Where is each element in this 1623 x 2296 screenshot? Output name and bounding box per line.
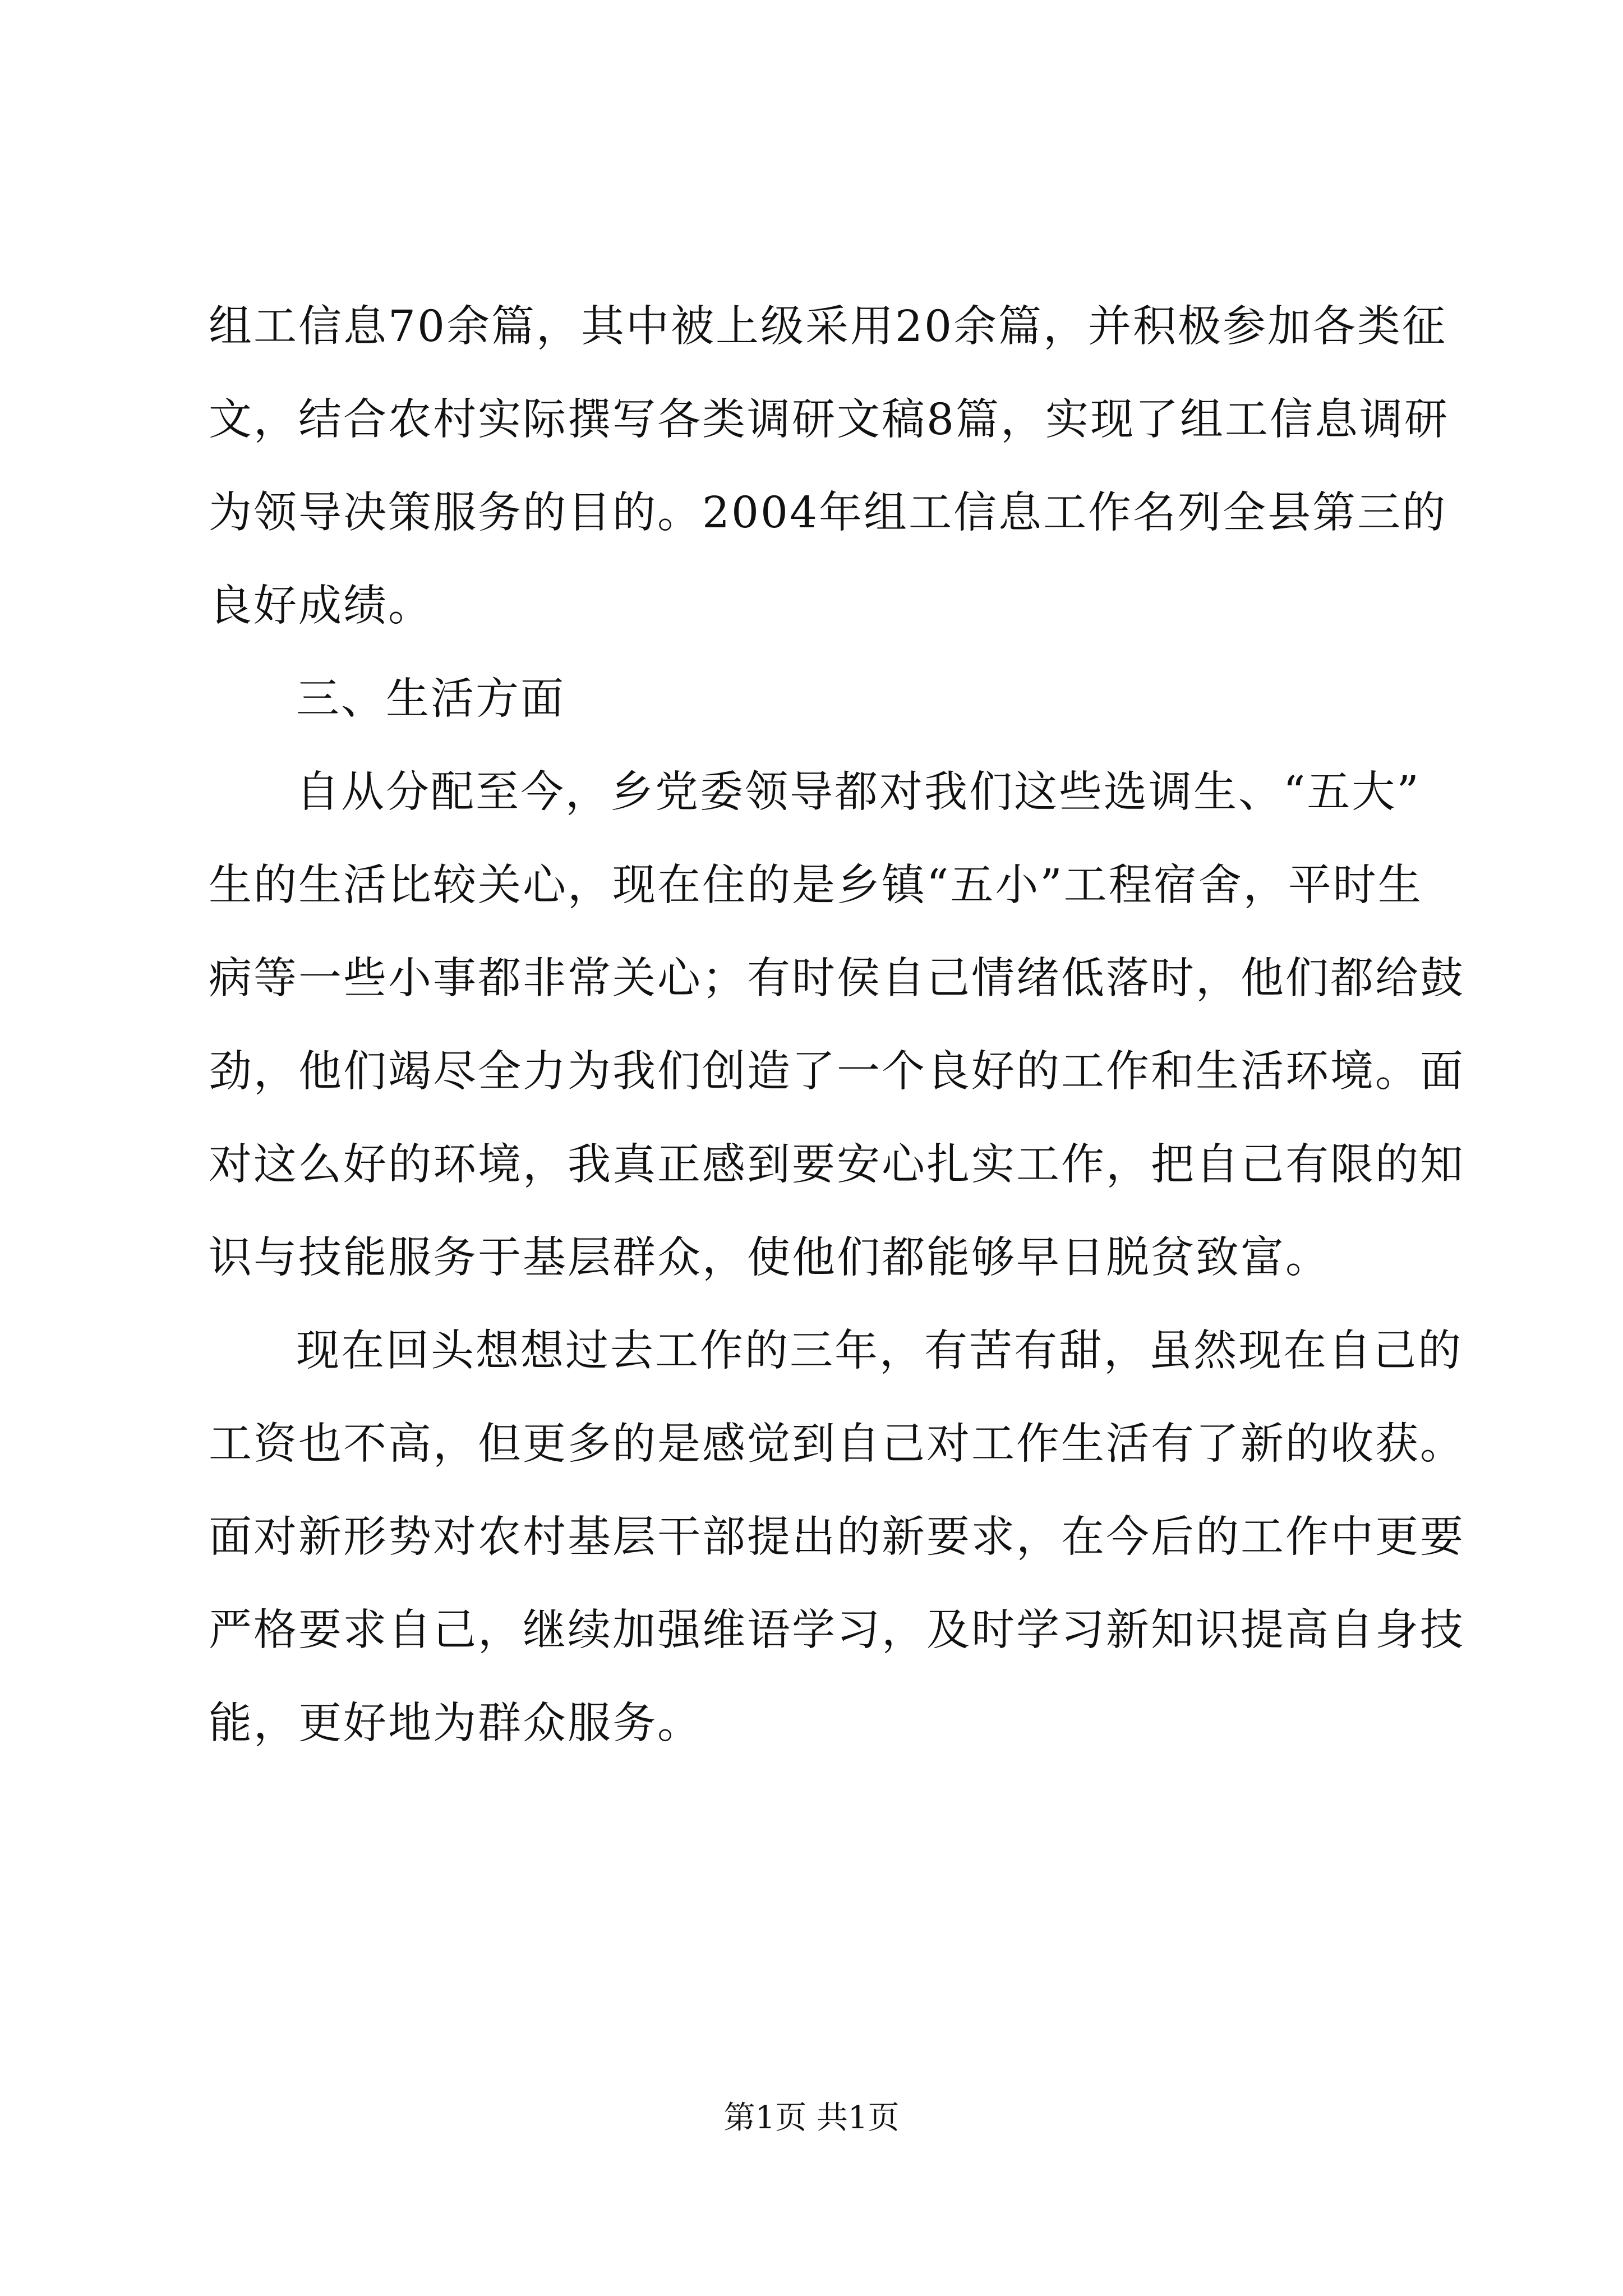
paragraph-line: 为领导决策服务的目的。2004年组工信息工作名列全县第三的 — [209, 488, 1447, 538]
paragraph-line: 文，结合农村实际撰写各类调研文稿8篇，实现了组工信息调研 — [209, 395, 1449, 445]
paragraph-line: 良好成绩。 — [209, 581, 433, 631]
paragraph-line: 组工信息70余篇，其中被上级采用20余篇，并积极参加各类征 — [209, 302, 1447, 352]
page-footer — [0, 2096, 1623, 2141]
paragraph-line: 识与技能服务于基层群众，使他们都能够早日脱贫致富。 — [209, 1233, 1330, 1283]
paragraph-line: 工资也不高，但更多的是感觉到自己对工作生活有了新的收获。 — [209, 1419, 1465, 1469]
paragraph-line: 病等一些小事都非常关心；有时侯自己情绪低落时，他们都给鼓 — [209, 954, 1465, 1004]
paragraph-line: 劲，他们竭尽全力为我们创造了一个良好的工作和生活环境。面 — [209, 1047, 1465, 1097]
paragraph-line: 自从分配至今，乡党委领导都对我们这些选调生、“五大” — [296, 767, 1421, 817]
paragraph-line: 面对新形势对农村基层干部提出的新要求，在今后的工作中更要 — [209, 1512, 1465, 1562]
paragraph-line: 生的生活比较关心，现在住的是乡镇“五小”工程宿舍，平时生 — [209, 861, 1423, 910]
paragraph-line: 现在回头想想过去工作的三年，有苦有甜，虽然现在自己的 — [296, 1326, 1463, 1376]
document-body — [209, 280, 1465, 1770]
paragraph-line: 对这么好的环境，我真正感到要安心扎实工作，把自己有限的知 — [209, 1140, 1465, 1190]
paragraph-line: 严格要求自己，继续加强维语学习，及时学习新知识提高自身技 — [209, 1605, 1465, 1655]
section-heading: 三、生活方面 — [296, 674, 565, 724]
page-number-label: 第1页 共1页 — [723, 2100, 900, 2136]
paragraph-line: 能，更好地为群众服务。 — [209, 1699, 702, 1749]
